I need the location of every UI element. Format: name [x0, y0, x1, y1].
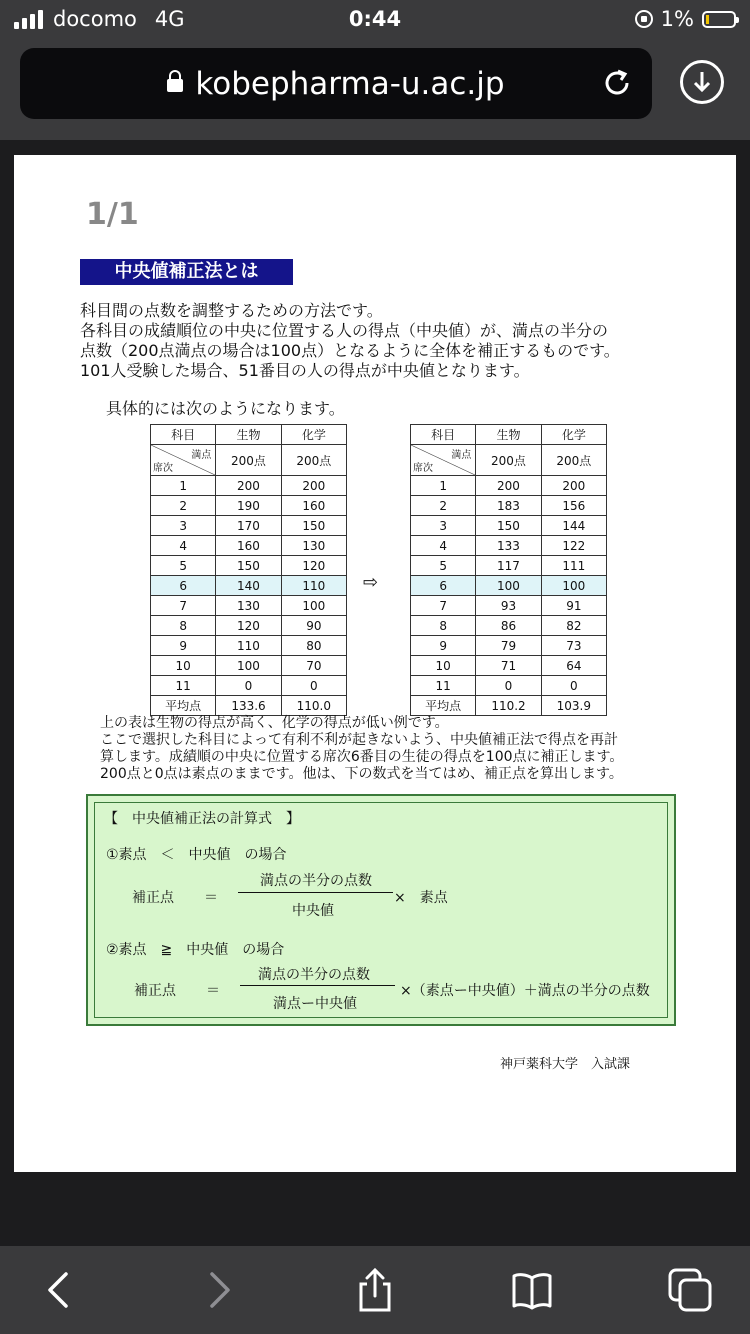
- rank-cell: 2: [411, 496, 476, 516]
- table-row: [411, 516, 607, 536]
- chemistry-cell: 200: [541, 476, 606, 496]
- biology-cell: 0: [216, 676, 281, 696]
- back-icon[interactable]: [38, 1268, 82, 1312]
- table-row: [151, 496, 347, 516]
- clock: 0:44: [348, 7, 402, 31]
- table-row: [411, 596, 607, 616]
- table-row: [151, 676, 347, 696]
- rank-cell: 11: [411, 676, 476, 696]
- note-line: 200点と0点は素点のままです。他は、下の数式を当てはめ、補正点を算出します。: [100, 766, 623, 782]
- intro-text: [80, 301, 680, 381]
- footer-credit: 神戸薬科大学 入試課: [500, 1057, 631, 1072]
- header-rank: 席次: [413, 463, 433, 474]
- header-chemistry: 化学: [541, 425, 606, 445]
- average-label: 平均点: [151, 696, 216, 716]
- header-diagonal: [411, 445, 476, 476]
- biology-cell: 133: [476, 536, 541, 556]
- biology-cell: 190: [216, 496, 281, 516]
- chemistry-cell: 0: [541, 676, 606, 696]
- table-row: [151, 536, 347, 556]
- table-row: [151, 516, 347, 536]
- table-row: [151, 616, 347, 636]
- chemistry-cell: 0: [281, 676, 346, 696]
- forward-icon[interactable]: [196, 1268, 240, 1312]
- case1-equals: ＝: [204, 890, 218, 906]
- case2-equals: ＝: [206, 983, 220, 999]
- note-line: 上の表は生物の得点が高く、化学の得点が低い例です。: [100, 715, 449, 731]
- url-display[interactable]: [20, 66, 652, 102]
- chemistry-cell: 73: [541, 636, 606, 656]
- header-full-biology: 200点: [476, 445, 541, 476]
- chemistry-cell: 100: [281, 596, 346, 616]
- table-row: [411, 496, 607, 516]
- case1-denominator: 中央値: [292, 903, 334, 919]
- document-page: [14, 155, 736, 1172]
- intro-line: 点数（200点満点の場合は100点）となるように全体を補正するものです。: [80, 341, 620, 360]
- reload-icon[interactable]: [600, 66, 634, 100]
- biology-cell: 110: [216, 636, 281, 656]
- header-subject: 科目: [151, 425, 216, 445]
- average-chemistry: 110.0: [281, 696, 346, 716]
- table-row: [151, 556, 347, 576]
- header-full-biology: 200点: [216, 445, 281, 476]
- biology-cell: 160: [216, 536, 281, 556]
- table-row: [411, 576, 607, 596]
- chemistry-cell: 70: [281, 656, 346, 676]
- chemistry-cell: 160: [281, 496, 346, 516]
- sub-heading: 具体的には次のようになります。: [106, 399, 345, 418]
- average-chemistry: 103.9: [541, 696, 606, 716]
- rank-cell: 2: [151, 496, 216, 516]
- header-full-chemistry: 200点: [281, 445, 346, 476]
- table-row: [151, 476, 347, 496]
- biology-cell: 93: [476, 596, 541, 616]
- tabs-icon[interactable]: [668, 1268, 712, 1312]
- header-biology: 生物: [216, 425, 281, 445]
- table-row: [411, 676, 607, 696]
- biology-cell: 100: [476, 576, 541, 596]
- case1-label: ①素点 ＜ 中央値 の場合: [106, 847, 287, 863]
- chemistry-cell: 110: [281, 576, 346, 596]
- intro-line: 科目間の点数を調整するための方法です。: [80, 301, 383, 320]
- network-label: 4G: [154, 7, 185, 31]
- biology-cell: 200: [476, 476, 541, 496]
- chemistry-cell: 91: [541, 596, 606, 616]
- table-row: [151, 596, 347, 616]
- lock-icon: [167, 79, 183, 92]
- rank-cell: 11: [151, 676, 216, 696]
- average-label: 平均点: [411, 696, 476, 716]
- page-title: 中央値補正法とは: [80, 259, 293, 285]
- biology-cell: 140: [216, 576, 281, 596]
- chemistry-cell: 122: [541, 536, 606, 556]
- intro-line: 各科目の成績順位の中央に位置する人の得点（中央値）が、満点の半分の: [80, 321, 609, 340]
- rank-cell: 8: [411, 616, 476, 636]
- carrier-label: docomo: [53, 7, 137, 31]
- rank-cell: 3: [151, 516, 216, 536]
- average-biology: 133.6: [216, 696, 281, 716]
- rank-cell: 1: [411, 476, 476, 496]
- score-table-after: [410, 424, 607, 716]
- page-indicator: 1/1: [86, 197, 139, 232]
- biology-cell: 86: [476, 616, 541, 636]
- rank-cell: 9: [151, 636, 216, 656]
- biology-cell: 0: [476, 676, 541, 696]
- table-row: [151, 576, 347, 596]
- biology-cell: 117: [476, 556, 541, 576]
- address-bar[interactable]: [20, 48, 652, 119]
- case1-fraction-line: [238, 892, 393, 893]
- header-rank: 席次: [153, 463, 173, 474]
- status-right: [635, 7, 736, 31]
- header-diagonal: [151, 445, 216, 476]
- chemistry-cell: 120: [281, 556, 346, 576]
- formula-box: [86, 794, 676, 1026]
- header-subject: 科目: [411, 425, 476, 445]
- download-icon: [683, 63, 721, 101]
- chemistry-cell: 82: [541, 616, 606, 636]
- chemistry-cell: 150: [281, 516, 346, 536]
- biology-cell: 71: [476, 656, 541, 676]
- explanation-text: [100, 715, 700, 783]
- case1-tail: × 素点: [394, 890, 448, 906]
- rank-cell: 4: [411, 536, 476, 556]
- case2-numerator: 満点の半分の点数: [258, 967, 370, 983]
- table-row: [151, 656, 347, 676]
- biology-cell: 120: [216, 616, 281, 636]
- note-line: ここで選択した科目によって有利不利が起きないよう、中央値補正法で得点を再計: [100, 732, 618, 748]
- table-row: [411, 536, 607, 556]
- rank-cell: 5: [411, 556, 476, 576]
- biology-cell: 150: [216, 556, 281, 576]
- table-row: [411, 556, 607, 576]
- rank-cell: 10: [151, 656, 216, 676]
- rank-cell: 9: [411, 636, 476, 656]
- biology-cell: 170: [216, 516, 281, 536]
- intro-line: 101人受験した場合、51番目の人の得点が中央値となります。: [80, 361, 530, 380]
- table-row: [411, 636, 607, 656]
- header-full-chemistry: 200点: [541, 445, 606, 476]
- rank-cell: 1: [151, 476, 216, 496]
- header-chemistry: 化学: [281, 425, 346, 445]
- chemistry-cell: 130: [281, 536, 346, 556]
- transform-arrow: ⇨: [363, 572, 379, 593]
- chemistry-cell: 111: [541, 556, 606, 576]
- download-button[interactable]: [680, 60, 724, 104]
- case2-label: ②素点 ≧ 中央値 の場合: [106, 942, 285, 958]
- chemistry-cell: 156: [541, 496, 606, 516]
- chemistry-cell: 80: [281, 636, 346, 656]
- battery-percent: 1%: [660, 7, 694, 31]
- case2-fraction-line: [240, 985, 395, 986]
- biology-cell: 79: [476, 636, 541, 656]
- biology-cell: 150: [476, 516, 541, 536]
- case1-numerator: 満点の半分の点数: [260, 873, 372, 889]
- table-row: [151, 636, 347, 656]
- rank-cell: 7: [151, 596, 216, 616]
- rank-cell: 5: [151, 556, 216, 576]
- browser-toolbar: [0, 1246, 750, 1334]
- case2-denominator: 満点ー中央値: [273, 996, 357, 1012]
- share-icon[interactable]: [353, 1268, 397, 1312]
- rank-cell: 8: [151, 616, 216, 636]
- header-full-score: 満点: [191, 450, 212, 461]
- rank-cell: 6: [411, 576, 476, 596]
- header-biology: 生物: [476, 425, 541, 445]
- status-bar: [0, 0, 750, 40]
- biology-cell: 100: [216, 656, 281, 676]
- case2-corrected: 補正点: [134, 983, 176, 999]
- orientation-lock-icon: [635, 10, 653, 28]
- table-row: [411, 656, 607, 676]
- url-text: kobepharma-u.ac.jp: [195, 66, 505, 102]
- formula-title: 【 中央値補正法の計算式 】: [104, 811, 300, 827]
- header-full-score: 満点: [451, 450, 472, 461]
- case1-corrected: 補正点: [132, 890, 174, 906]
- battery-icon: [702, 11, 736, 28]
- browser-header: [0, 40, 750, 140]
- rank-cell: 6: [151, 576, 216, 596]
- chemistry-cell: 200: [281, 476, 346, 496]
- rank-cell: 7: [411, 596, 476, 616]
- rank-cell: 3: [411, 516, 476, 536]
- table-row: [411, 476, 607, 496]
- bookmarks-icon[interactable]: [510, 1268, 554, 1312]
- chemistry-cell: 100: [541, 576, 606, 596]
- note-line: 算します。成績順の中央に位置する席次6番目の生徒の得点を100点に補正します。: [100, 749, 624, 765]
- score-table-before: [150, 424, 347, 716]
- average-biology: 110.2: [476, 696, 541, 716]
- chemistry-cell: 144: [541, 516, 606, 536]
- biology-cell: 183: [476, 496, 541, 516]
- biology-cell: 200: [216, 476, 281, 496]
- table-row: [411, 616, 607, 636]
- biology-cell: 130: [216, 596, 281, 616]
- rank-cell: 4: [151, 536, 216, 556]
- chemistry-cell: 90: [281, 616, 346, 636]
- case2-tail: ×（素点ー中央値）＋満点の半分の点数: [400, 983, 650, 999]
- chemistry-cell: 64: [541, 656, 606, 676]
- rank-cell: 10: [411, 656, 476, 676]
